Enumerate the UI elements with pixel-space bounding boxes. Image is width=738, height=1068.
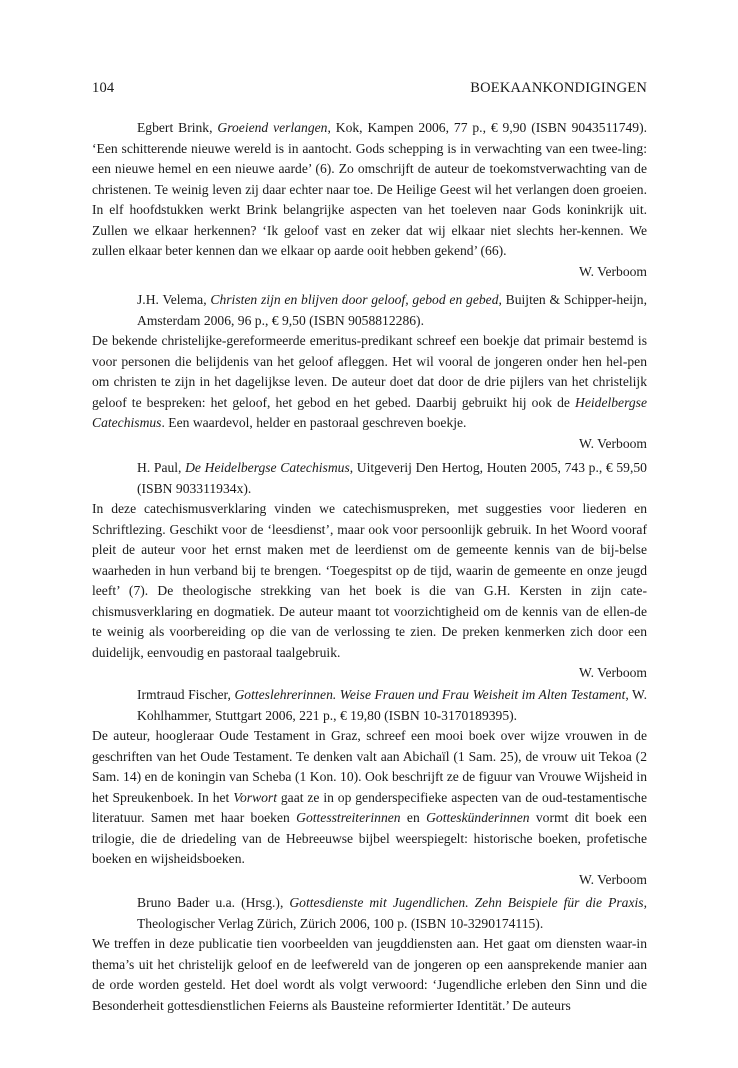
- page-number: 104: [92, 80, 115, 96]
- reviewer-signature: W. Verboom: [579, 871, 647, 887]
- book-author: Bruno Bader u.a. (Hrsg.),: [137, 895, 290, 910]
- review-body-part: vormt dit boek een trilogie, die de driedeling van de Hebreeuwse bijbel weerspiegelt: historische boeken, profetische boeken en wijsheidsboeken.: [92, 810, 647, 866]
- review-fischer: [92, 685, 647, 890]
- review-text: [92, 118, 647, 262]
- reviewer-signature: W. Verboom: [579, 263, 647, 279]
- review-body-part: . Een waardevol, helder en pastoraal geschreven boekje.: [161, 415, 467, 430]
- book-citation: [92, 290, 647, 331]
- review-body-italic: Vorwort: [233, 789, 278, 805]
- book-publication: , Theologischer Verlag Zürich, Zürich 2006, 100 p. (ISBN 10-3290174115).: [137, 895, 647, 931]
- book-citation: [92, 685, 647, 726]
- review-body-italic: Gotteskünderinnen: [426, 810, 530, 825]
- book-citation: [92, 458, 647, 499]
- review-body: ‘Een schitterende nieuwe wereld is in aantocht. Gods schepping is in verwachting van een twee-ling: een nieuwe hemel en een nieuwe aarde’ (6). Zo omschrijft de auteur de toekomstverwachting van de christenen. Te weinig leven zij daar echter naar toe. De Heilige Geest wil het verlangen doen groeien. In elf hoofdstukken werkt Brink belangrijke aspecten van het toeleven naar Gods koninkrijk uit. Zullen we elkaar herkennen? ‘Ik geloof vast en zeker dat wij elkaar niet slechts her-kennen. We zullen elkaar beter kennen dan we elkaar op aarde ooit hebben gekend’ (66).: [92, 140, 647, 258]
- review-brink: [92, 118, 647, 282]
- review-paul: [92, 458, 647, 684]
- book-author: J.H. Velema,: [137, 292, 211, 307]
- review-velema: [92, 290, 647, 454]
- book-title: Christen zijn en blijven door geloof, gebod en gebed,: [210, 292, 502, 307]
- review-body-part: en: [400, 810, 427, 825]
- review-body: In deze catechismusverklaring vinden we catechismuspreken, met suggesties voor liederen en Schriftlezing. Geschikt voor de ‘leesdienst’, maar ook voor persoonlijk gebruik. In het Woord vooraf pleit de auteur voor het ernst maken met de leerdienst om de gemeente kennis van de bij-belse waarheden in hun verband bij te brengen. ‘Toegespitst op de tijd, waarin de gemeente en onze jeugd leeft’ (7). De theologische strekking van het boek is die van G.H. Kersten in zijn cate-chismusverklaring en dogmatiek. De auteur maant tot voorzichtigheid om de kennis van de ellen-de te weinig als voorbereiding op die van de verlossing te zien. De preken kenmerken zich door een duidelijk, eenvoudig en pastoraal taalgebruik.: [92, 501, 647, 660]
- review-body-part: De bekende christelijke-gereformeerde emeritus-predikant schreef een boekje dat primair bestemd is voor personen die belijdenis van het geloof afleggen. Het wil vooral de jongeren onder hen hel-pen om christen te zijn in het dagelijkse leven. De auteur doet dat door de drie pijlers van het christelijk geloof te bespreken: het geloof, het gebod en het gebed. Daarbij gebruikt hij ook de: [92, 333, 647, 410]
- book-title: Gotteslehrerinnen. Weise Frauen und Frau Weisheit im Alten Testament: [234, 687, 626, 702]
- review-body-italic: Heidelbergse Catechismus: [92, 394, 647, 430]
- section-title: BOEKAANKONDIGINGEN: [470, 80, 647, 96]
- book-title: De Heidelbergse Catechismus: [185, 460, 350, 475]
- book-publication: , W. Kohlhammer, Stuttgart 2006, 221 p., € 19,80 (ISBN 10-3170189395).: [137, 687, 647, 723]
- book-publication: Buijten & Schipper-heijn, Amsterdam 2006, 96 p., € 9,50 (ISBN 9058812286).: [137, 292, 647, 328]
- book-publication: , Kok, Kampen 2006, 77 p., € 9,90 (ISBN 9043511749).: [327, 120, 648, 135]
- review-body: [92, 726, 647, 870]
- book-title: Gottesdienste mit Jugendlichen. Zehn Beispiele für die Praxis: [289, 895, 644, 910]
- book-title: Groeiend verlangen: [217, 120, 328, 135]
- review-body-part: gaat ze in op genderspecifieke aspecten van de oud-testamentische literatuur. Samen met haar boeken: [92, 789, 647, 825]
- running-header: [92, 78, 647, 99]
- review-body-italic: Gottesstreiterinnen: [296, 810, 401, 825]
- review-body: We treffen in deze publicatie tien voorbeelden van jeugddiensten aan. Het gaat om diensten waar-in thema’s uit het christelijk geloof en de leefwereld van de jongeren op een aansprekende manier aan de orde worden gesteld. Het doel wordt als volgt verwoord: ‘Jugendliche erleben den Sinn und die Besonderheit gottesdienstlichen Feierns als Bausteine reformierter Identität.’ De auteurs: [92, 936, 647, 1013]
- review-body: [92, 331, 647, 434]
- book-author: Irmtraud Fischer,: [137, 687, 235, 702]
- review-body-part: De auteur, hoogleraar Oude Testament in Graz, schreef een mooi boek over wijze vrouwen in de geschriften van het Oude Testament. Te denken valt aan Abichaïl (1 Sam. 25), de vrouw uit Tekoa (2 Sam. 14) en de koningin van Scheba (1 Kon. 10). Ook beschrijft ze de figuur van Vrouwe Wijsheid in het Spreukenboek. In het: [92, 728, 647, 805]
- review-bader: [92, 893, 647, 1016]
- reviewer-signature: W. Verboom: [579, 665, 647, 680]
- reviewer-signature: W. Verboom: [579, 435, 647, 451]
- book-citation: [92, 893, 647, 934]
- book-author: Egbert Brink,: [137, 120, 218, 135]
- book-author: H. Paul,: [137, 460, 186, 475]
- book-publication: , Uitgeverij Den Hertog, Houten 2005, 743 p., € 59,50 (ISBN 903311934x).: [137, 460, 647, 496]
